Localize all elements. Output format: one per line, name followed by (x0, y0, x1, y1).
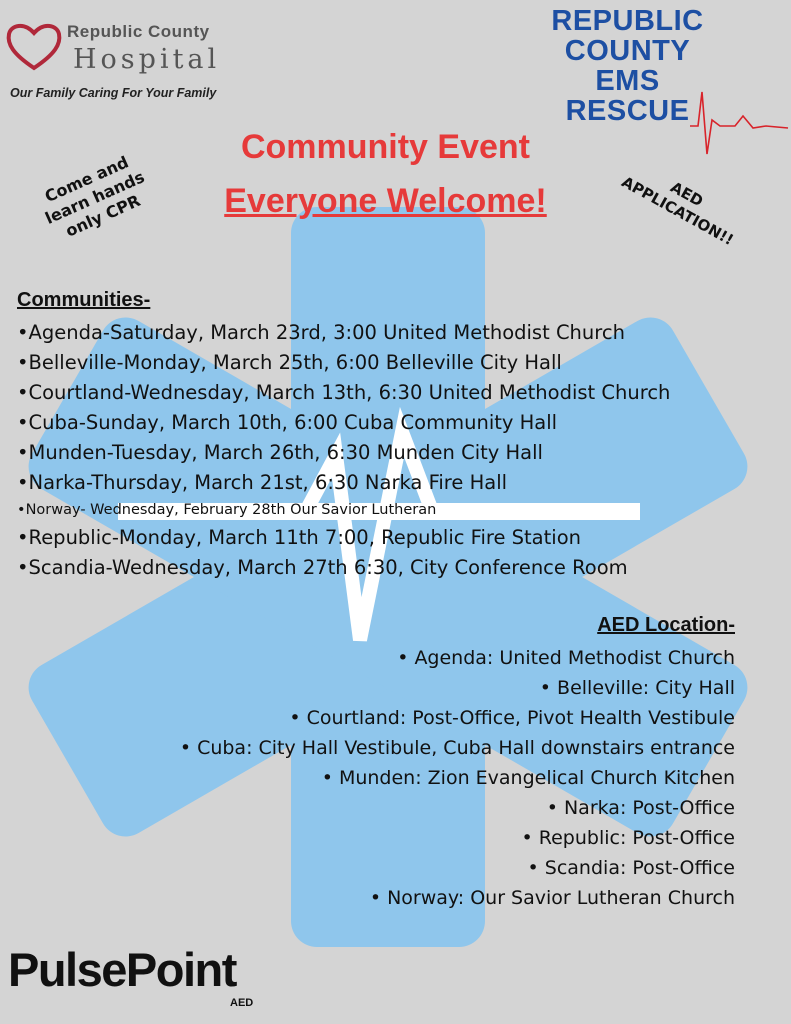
list-item: • Scandia: Post-Office (180, 853, 735, 883)
list-item: • Belleville-Monday, March 25th, 6:00 Belleville City Hall (17, 348, 670, 378)
list-item: • Agenda: United Methodist Church (180, 643, 735, 673)
communities-list (17, 318, 670, 583)
ems-line-4: RESCUE (565, 95, 690, 127)
aed-location-list (180, 643, 735, 913)
aed-location-heading: AED Location- (597, 614, 735, 636)
list-item: • Agenda-Saturday, March 23rd, 3:00 United Methodist Church (17, 318, 670, 348)
list-item: • Republic-Monday, March 11th 7:00, Republic Fire Station (17, 523, 670, 553)
list-item: • Cuba: City Hall Vestibule, Cuba Hall downstairs entrance (180, 733, 735, 763)
list-item: • Courtland-Wednesday, March 13th, 6:30 United Methodist Church (17, 378, 670, 408)
hospital-logo (5, 20, 255, 110)
cpr-note: Come and learn hands only CPR (41, 152, 148, 241)
list-item: • Scandia-Wednesday, March 27th 6:30, City Conference Room (17, 553, 670, 583)
ems-line-3: EMS (595, 65, 660, 97)
ems-line-1: REPUBLIC (551, 5, 704, 37)
list-item: • Courtland: Post-Office, Pivot Health Vestibule (180, 703, 735, 733)
ems-line-2: COUNTY (564, 35, 691, 67)
pulsepoint-name: PulsePoint (8, 943, 236, 996)
aed-note: AED APPLICATION!! (618, 172, 737, 250)
hospital-name-line2: Hospital (73, 44, 221, 75)
list-item: • Belleville: City Hall (180, 673, 735, 703)
hospital-tagline: Our Family Caring For Your Family (10, 86, 217, 100)
communities-heading: Communities- (17, 289, 151, 311)
list-item: • Narka-Thursday, March 21st, 6:30 Narka Fire Hall (17, 468, 670, 498)
hospital-name-line1: Republic County (67, 22, 210, 41)
list-item: • Republic: Post-Office (180, 823, 735, 853)
list-item: • Cuba-Sunday, March 10th, 6:00 Cuba Community Hall (17, 408, 670, 438)
event-title: Community Event (240, 128, 531, 166)
heart-icon (5, 22, 63, 72)
list-item: • Norway: Our Savior Lutheran Church (180, 883, 735, 913)
list-item: • Munden: Zion Evangelical Church Kitchen (180, 763, 735, 793)
list-item: • Munden-Tuesday, March 26th, 6:30 Munden City Hall (17, 438, 670, 468)
pulsepoint-logo (8, 942, 308, 1022)
list-item: • Narka: Post-Office (180, 793, 735, 823)
list-item: • Norway- Wednesday, February 28th Our Savior Lutheran (17, 498, 670, 523)
event-subtitle: Everyone Welcome! (224, 182, 547, 220)
pulsepoint-sub: AED (230, 997, 254, 1009)
